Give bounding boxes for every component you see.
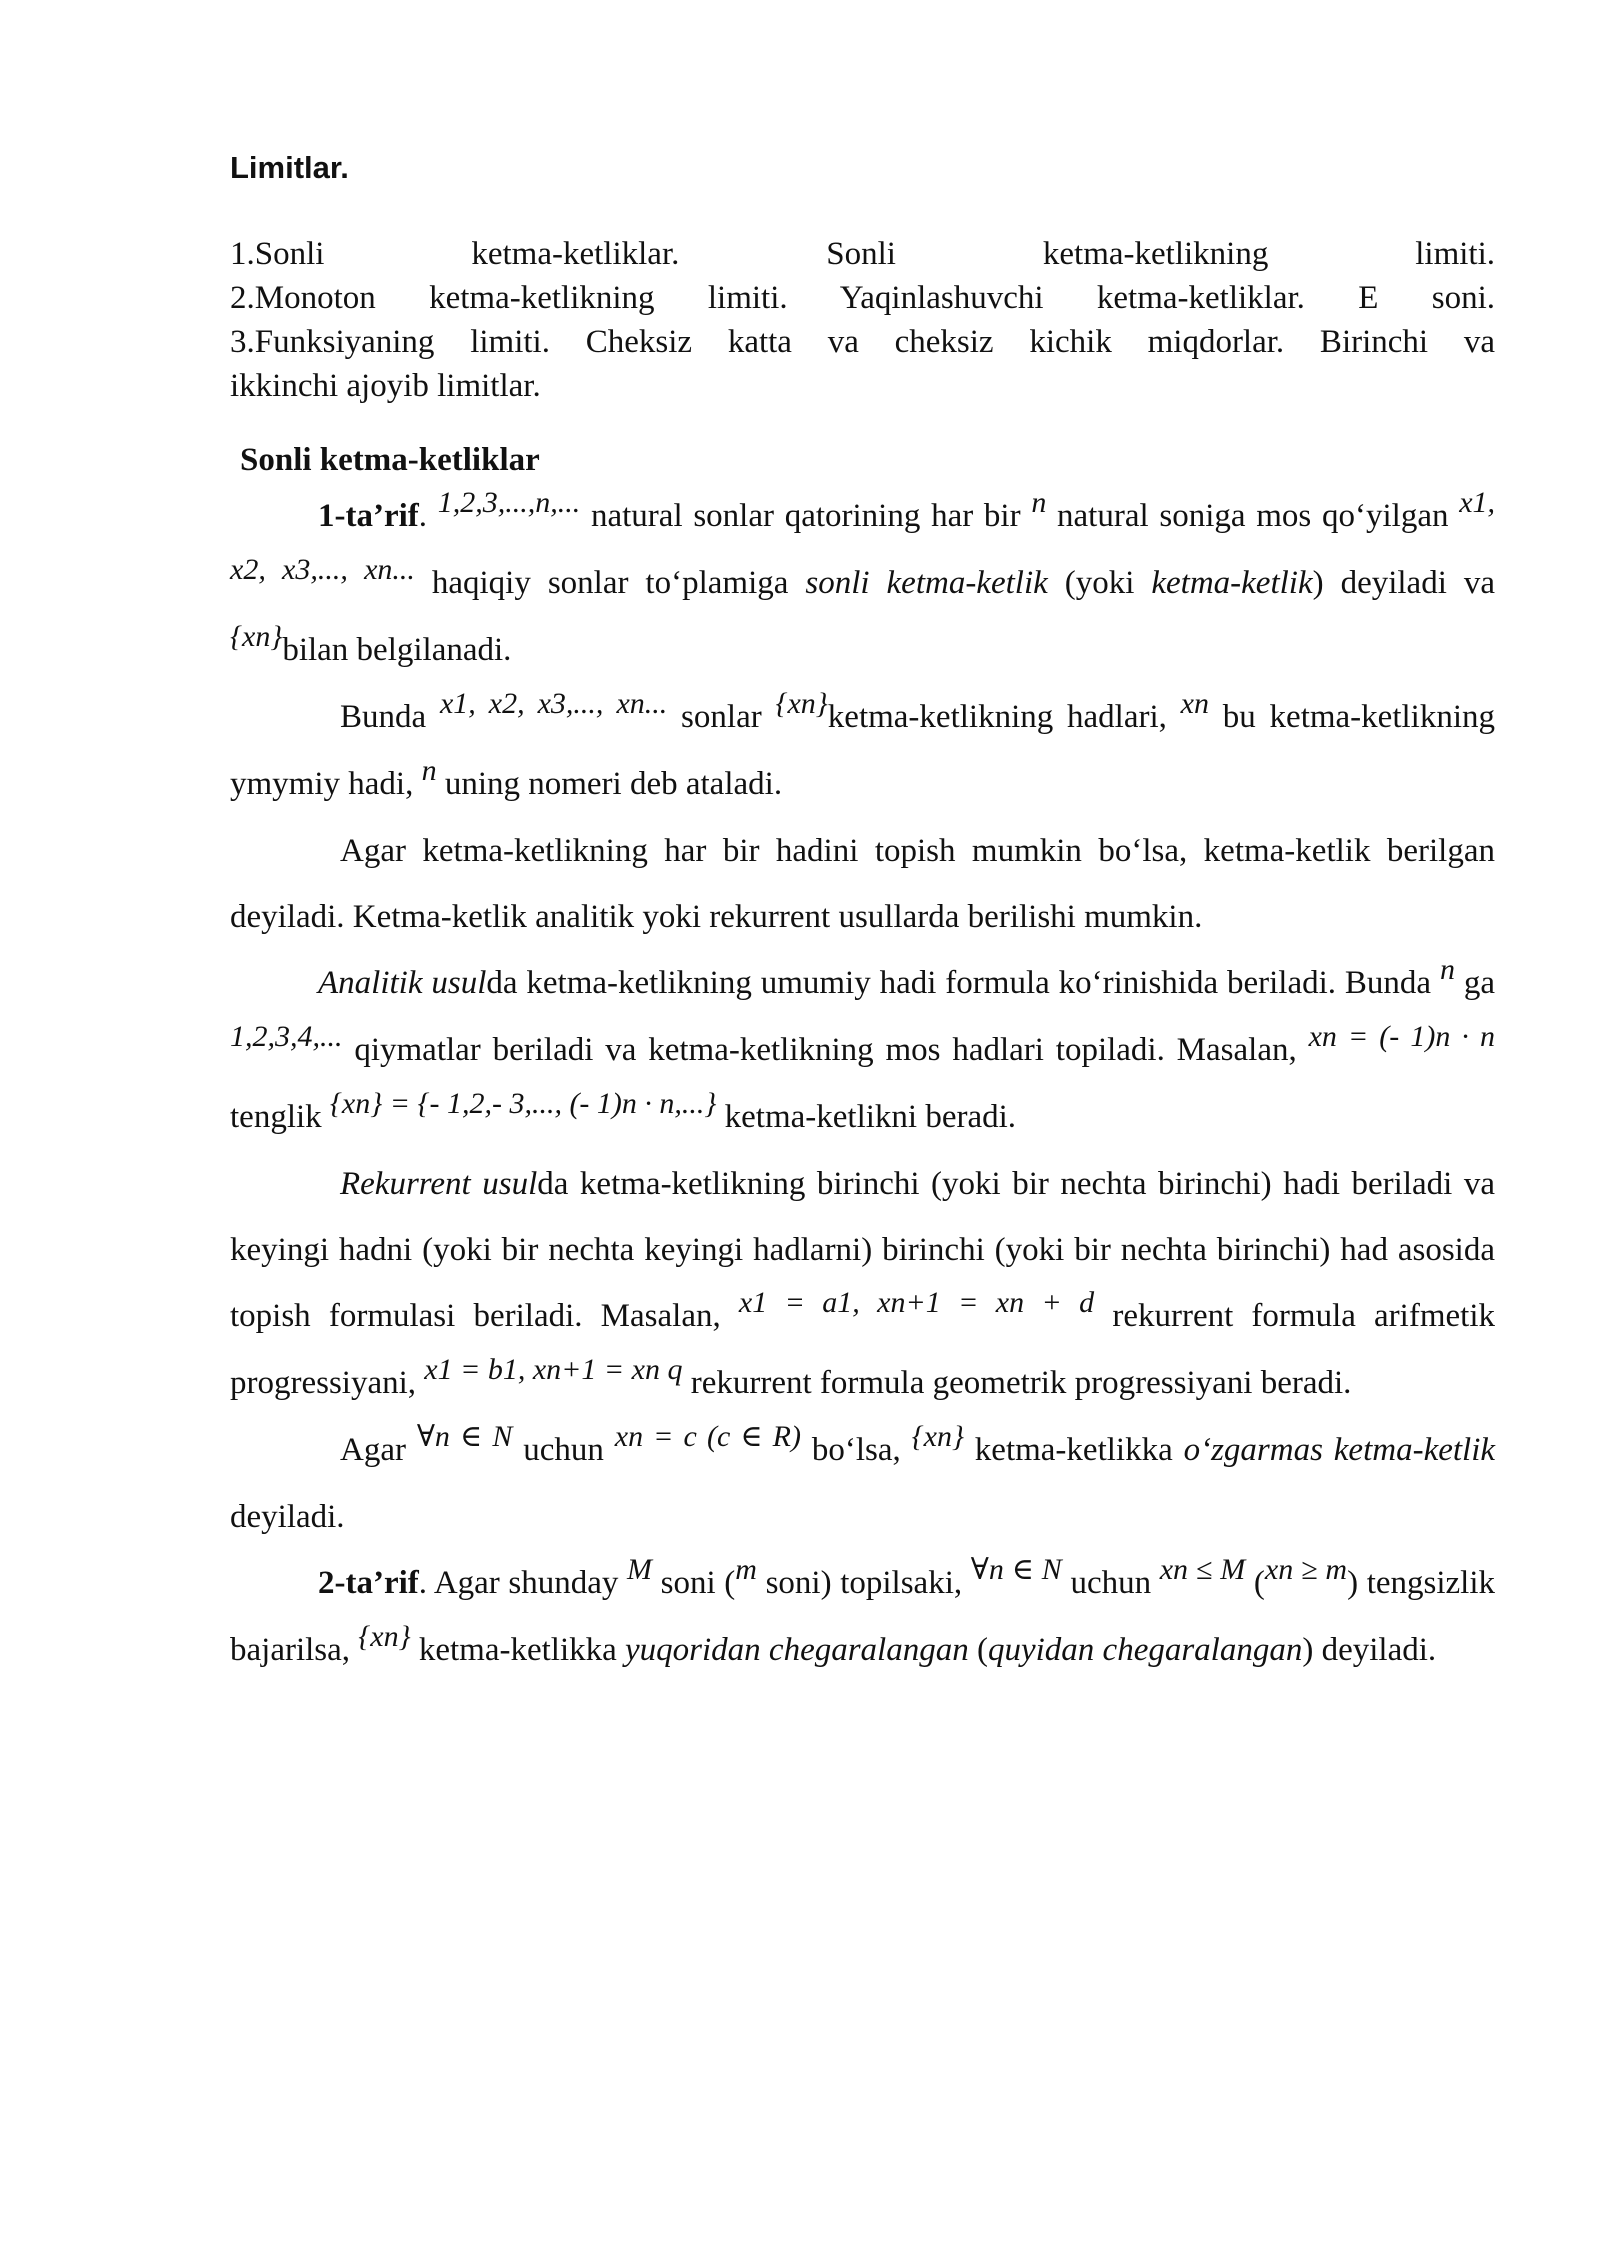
formula-general-term: xn = (- 1)n · n <box>1308 1020 1495 1053</box>
paragraph-terms: Bunda x1, x2, x3,..., xn... sonlar {xn}ketma-ketlikning hadlari, xn bu ketma-ketlikning ymymiy hadi, n uning nomeri deb ataladi. <box>230 687 1495 802</box>
formula-lower-bound: xn ≥ m <box>1264 1553 1348 1586</box>
topic-item: 1.Sonli ketma-ketliklar. Sonli ketma-ketlikning limiti. <box>230 236 1495 272</box>
paragraph-analytic: Analitik usulda ketma-ketlikning umumiy hadi formula ko‘rinishida beriladi. Bunda n ga 1,2,3,4,... qiymatlar beriladi va ketma-ketlikning mos hadlari topiladi. Masalan, xn = (- 1)n · n tenglik {xn} = {- 1,2,- 3,..., (- 1)n · n,...} ketma-ketlikni beradi. <box>230 953 1495 1135</box>
formula-set: {xn} <box>911 1420 964 1453</box>
formula-sequence: x1, x2, x3,..., xn... <box>230 486 1496 586</box>
formula-set: {xn} <box>358 1620 411 1653</box>
formula-m: m <box>735 1553 757 1586</box>
formula-set: {xn} <box>230 620 283 653</box>
topic-item: ikkinchi ajoyib limitlar. <box>230 368 541 404</box>
formula-n: n <box>1439 953 1455 986</box>
formula-values: 1,2,3,4,... <box>230 1020 343 1053</box>
definition-label: 2-ta’rif <box>318 1565 419 1601</box>
formula-naturals: 1,2,3,...,n,... <box>437 486 581 519</box>
formula-forall: ∀n ∈ N <box>970 1553 1062 1586</box>
formula-n: n <box>1031 486 1047 519</box>
formula-geometric: x1 = b1, xn+1 = xn q <box>424 1353 683 1386</box>
definition-1: 1-ta’rif. 1,2,3,...,n,... natural sonlar qatorining har bir n natural soniga mos qo‘yilgan x1, x2, x3,..., xn... haqiqiy sonlar to‘plamiga sonli ketma-ketlik (yoki ketma-ketlik) deyiladi va {xn}bilan belgilanadi. <box>230 486 1496 668</box>
paragraph-constant: Agar ∀n ∈ N uchun xn = c (c ∈ R) bo‘lsa, {xn} ketma-ketlikka o‘zgarmas ketma-ketlik deyiladi. <box>230 1420 1496 1535</box>
paragraph-recurrent: Rekurrent usulda ketma-ketlikning birinchi (yoki bir nechta birinchi) hadi beriladi va keyingi hadni (yoki bir nechta keyingi hadlarni) birinchi (yoki bir nechta birinchi) had asosida topish formulasi beriladi. Masalan, x1 = a1, xn+1 = xn + d rekurrent formula arifmetik progressiyani, x1 = b1, xn+1 = xn q rekurrent formula geometrik progressiyani beradi. <box>230 1166 1495 1401</box>
formula-sequence: x1, x2, x3,..., xn... <box>439 687 668 720</box>
formula-constant: xn = c (c ∈ R) <box>614 1420 801 1453</box>
formula-forall: ∀n ∈ N <box>416 1420 513 1453</box>
formula-upper-bound: xn ≤ M <box>1159 1553 1246 1586</box>
paragraph-given: Agar ketma-ketlikning har bir hadini topish mumkin bo‘lsa, ketma-ketlik berilgan deyiladi. Ketma-ketlik analitik yoki rekurrent usullarda berilishi mumkin. <box>230 833 1495 935</box>
topic-list <box>230 232 1495 408</box>
formula-n: n <box>421 754 437 787</box>
formula-example-set: {xn} = {- 1,2,- 3,..., (- 1)n · n,...} <box>329 1087 717 1120</box>
formula-set: {xn} <box>775 687 828 720</box>
formula-arithmetic: x1 = a1, xn+1 = xn + d <box>738 1286 1095 1319</box>
formula-xn: xn <box>1180 687 1209 720</box>
page-title: Limitlar. <box>230 150 349 185</box>
definition-label: 1-ta’rif <box>318 498 419 534</box>
document-page <box>230 150 1495 1684</box>
section-title: Sonli ketma-ketliklar <box>240 442 540 478</box>
definition-2: 2-ta’rif. Agar shunday M soni (m soni) topilsaki, ∀n ∈ N uchun xn ≤ M (xn ≥ m) tengsizlik bajarilsa, {xn} ketma-ketlikka yuqoridan chegaralangan (quyidan chegaralangan) deyiladi. <box>230 1553 1495 1668</box>
topic-item: 2.Monoton ketma-ketlikning limiti. Yaqinlashuvchi ketma-ketliklar. E soni. <box>230 280 1495 316</box>
topic-item: 3.Funksiyaning limiti. Cheksiz katta va cheksiz kichik miqdorlar. Birinchi va <box>230 324 1495 360</box>
formula-M: M <box>627 1553 653 1586</box>
